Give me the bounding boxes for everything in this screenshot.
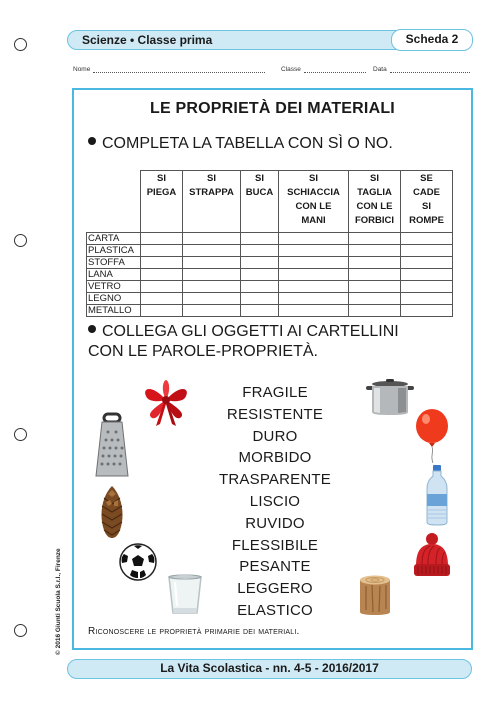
table-corner (87, 171, 141, 233)
answer-cell[interactable] (183, 245, 241, 257)
table-row (87, 305, 453, 317)
answer-cell[interactable] (349, 293, 401, 305)
wool-hat-icon[interactable] (412, 532, 452, 578)
property-word[interactable]: LISCIO (249, 492, 301, 510)
answer-cell[interactable] (241, 269, 279, 281)
header-bar (67, 30, 472, 50)
binder-hole-1 (14, 38, 27, 51)
property-word[interactable]: PESANTE (239, 558, 311, 576)
pinecone-icon[interactable] (98, 484, 126, 540)
table-row (87, 281, 453, 293)
footer-bar: La Vita Scolastica - nn. 4-5 - 2016/2017 (67, 659, 472, 679)
binder-hole-4 (14, 624, 27, 637)
answer-cell[interactable] (279, 233, 349, 245)
answer-cell[interactable] (401, 269, 453, 281)
property-word[interactable]: LEGGERO (237, 580, 313, 598)
table-row (87, 245, 453, 257)
bottle-icon[interactable] (426, 464, 448, 526)
answer-cell[interactable] (241, 305, 279, 317)
instruction-connect: COLLEGA GLI OGGETTI AI CARTELLINI CON LE PAROLE-PROPRIETÀ. (88, 323, 399, 360)
name-field[interactable]: Nome (73, 66, 265, 73)
table-header-row (87, 171, 453, 233)
bow-icon[interactable] (138, 378, 194, 428)
property-words (210, 382, 340, 622)
answer-cell[interactable] (183, 305, 241, 317)
answer-cell[interactable] (279, 281, 349, 293)
subject-title: Scienze • Classe prima (82, 33, 213, 47)
table-row (87, 233, 453, 245)
col-header: SI TAGLIA CON LE FORBICI (349, 171, 401, 233)
glass-icon[interactable] (166, 574, 204, 616)
bullet-icon (88, 137, 96, 145)
binder-hole-2 (14, 234, 27, 247)
answer-cell[interactable] (349, 281, 401, 293)
property-word[interactable]: RESISTENTE (226, 405, 324, 423)
class-field[interactable]: Classe (281, 66, 366, 73)
answer-cell[interactable] (279, 269, 349, 281)
material-label: LANA (87, 269, 141, 281)
table-row (87, 269, 453, 281)
answer-cell[interactable] (349, 269, 401, 281)
answer-cell[interactable] (349, 305, 401, 317)
answer-cell[interactable] (141, 293, 183, 305)
answer-cell[interactable] (401, 233, 453, 245)
property-word[interactable]: RUVIDO (245, 514, 305, 532)
answer-cell[interactable] (401, 293, 453, 305)
worksheet-title: LE PROPRIETÀ DEI MATERIALI (150, 100, 395, 117)
instruction-table: COMPLETA LA TABELLA CON SÌ O NO. (88, 134, 393, 154)
table-row (87, 293, 453, 305)
answer-cell[interactable] (183, 257, 241, 269)
answer-cell[interactable] (279, 293, 349, 305)
pot-icon[interactable] (364, 378, 416, 416)
bullet-icon (88, 325, 96, 333)
wood-log-icon[interactable] (358, 574, 392, 616)
answer-cell[interactable] (141, 305, 183, 317)
copyright-notice: © 2016 Giunti Scuola S.r.l., Firenze (55, 548, 62, 655)
date-field[interactable]: Data (373, 66, 470, 73)
property-word[interactable]: ELASTICO (237, 601, 313, 619)
property-word[interactable]: DURO (252, 427, 298, 445)
material-label: VETRO (87, 281, 141, 293)
answer-cell[interactable] (241, 293, 279, 305)
answer-cell[interactable] (141, 245, 183, 257)
material-label: PLASTICA (87, 245, 141, 257)
answer-cell[interactable] (141, 269, 183, 281)
property-word[interactable]: FLESSIBILE (231, 536, 319, 554)
answer-cell[interactable] (401, 305, 453, 317)
material-label: METALLO (87, 305, 141, 317)
property-word[interactable]: TRASPARENTE (219, 471, 331, 489)
table-row (87, 257, 453, 269)
balloon-icon[interactable] (414, 408, 450, 464)
binder-hole-3 (14, 428, 27, 441)
col-header: SI SCHIACCIA CON LE MANI (279, 171, 349, 233)
worksheet-frame (72, 88, 473, 650)
answer-cell[interactable] (279, 257, 349, 269)
col-header: SI STRAPPA (183, 171, 241, 233)
answer-cell[interactable] (349, 233, 401, 245)
grater-icon[interactable] (94, 412, 130, 478)
answer-cell[interactable] (279, 305, 349, 317)
property-word[interactable]: MORBIDO (238, 449, 312, 467)
properties-table (86, 170, 453, 317)
answer-cell[interactable] (183, 233, 241, 245)
answer-cell[interactable] (241, 245, 279, 257)
answer-cell[interactable] (241, 233, 279, 245)
material-label: STOFFA (87, 257, 141, 269)
answer-cell[interactable] (401, 245, 453, 257)
learning-objective: Riconoscere le proprietà primarie dei materiali. (88, 626, 300, 637)
answer-cell[interactable] (401, 281, 453, 293)
soccer-ball-icon[interactable] (118, 542, 158, 582)
answer-cell[interactable] (241, 281, 279, 293)
answer-cell[interactable] (349, 257, 401, 269)
answer-cell[interactable] (141, 257, 183, 269)
answer-cell[interactable] (183, 281, 241, 293)
property-word[interactable]: FRAGILE (242, 384, 308, 401)
scheda-label: Scheda 2 (391, 29, 473, 51)
material-label: LEGNO (87, 293, 141, 305)
answer-cell[interactable] (141, 281, 183, 293)
answer-cell[interactable] (183, 269, 241, 281)
col-header: SI PIEGA (141, 171, 183, 233)
answer-cell[interactable] (183, 293, 241, 305)
answer-cell[interactable] (241, 257, 279, 269)
col-header: SI BUCA (241, 171, 279, 233)
answer-cell[interactable] (401, 257, 453, 269)
answer-cell[interactable] (141, 233, 183, 245)
col-header: SE CADE SI ROMPE (401, 171, 453, 233)
material-label: CARTA (87, 233, 141, 245)
answer-cell[interactable] (279, 245, 349, 257)
answer-cell[interactable] (349, 245, 401, 257)
